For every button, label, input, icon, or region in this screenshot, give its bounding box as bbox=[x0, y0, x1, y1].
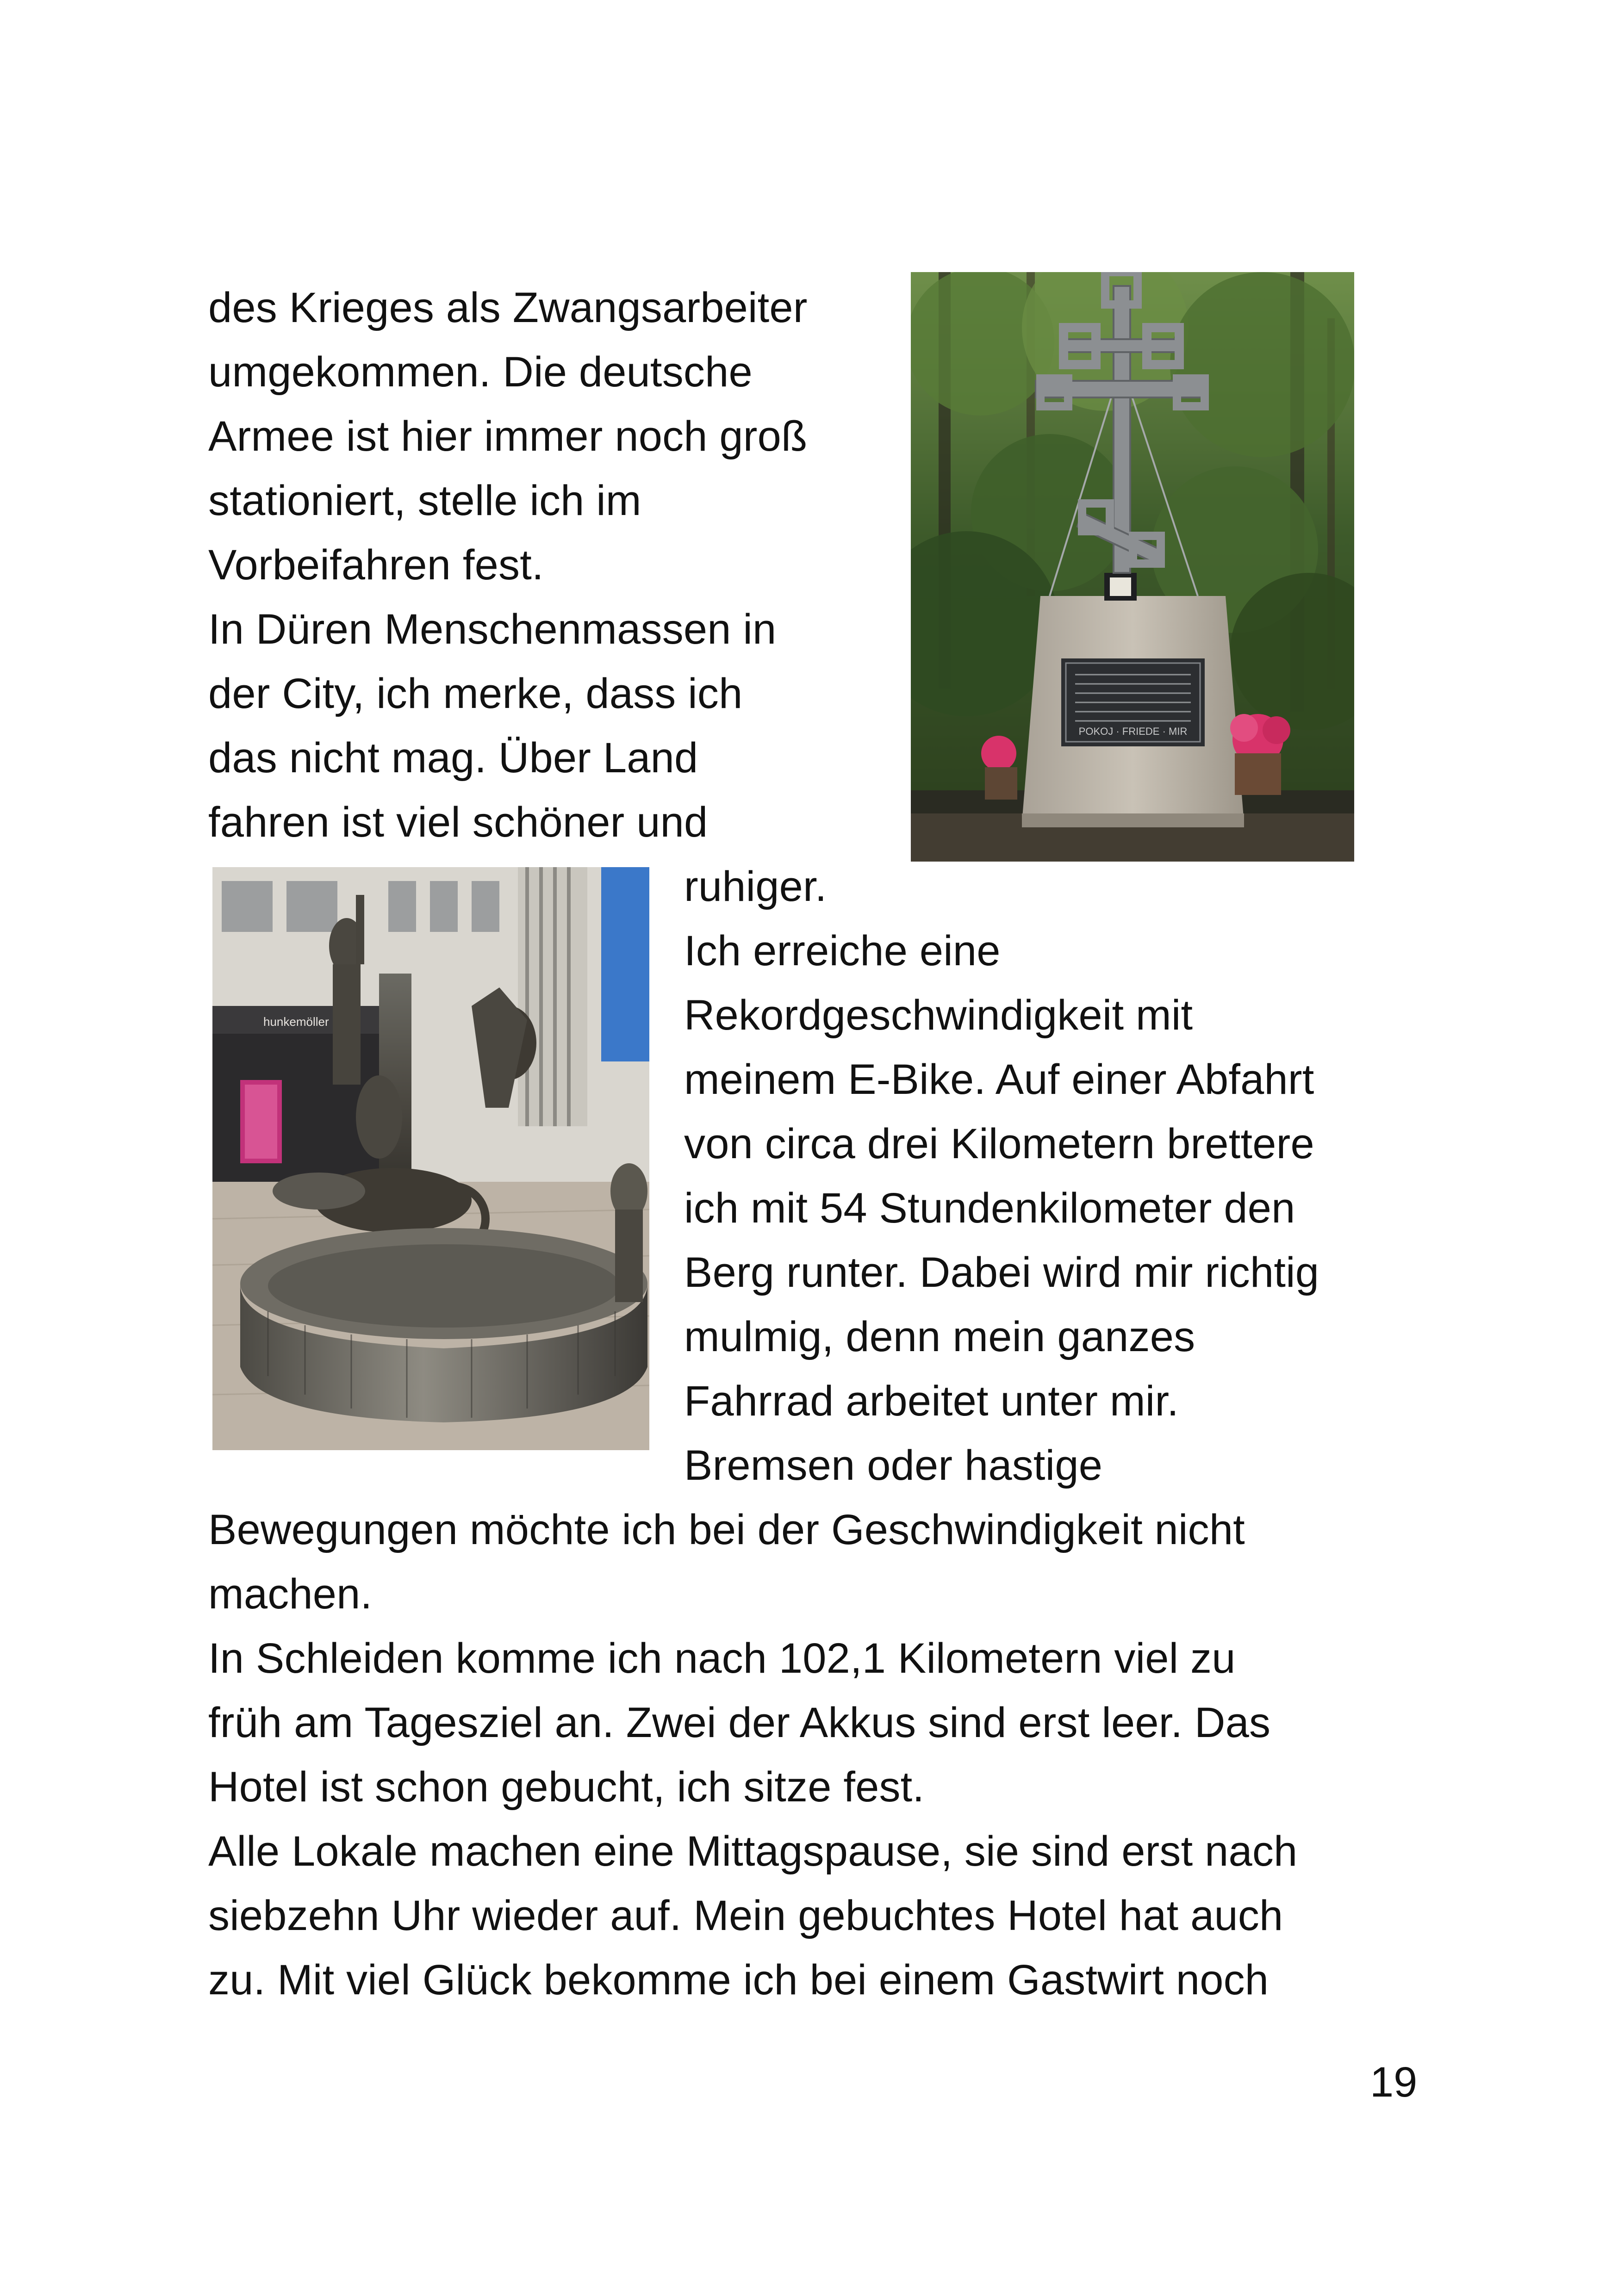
text-line: In Düren Menschenmassen in bbox=[208, 606, 777, 653]
text-line: Alle Lokale machen eine Mittagspause, sie sind erst nach bbox=[208, 1828, 1298, 1875]
text-line: meinem E-Bike. Auf einer Abfahrt bbox=[684, 1056, 1314, 1103]
text-line: Vorbeifahren fest. bbox=[208, 541, 544, 589]
text-line: Bremsen oder hastige bbox=[684, 1442, 1103, 1489]
text-line: Armee ist hier immer noch groß bbox=[208, 413, 808, 460]
text-line: mulmig, denn mein ganzes bbox=[684, 1313, 1195, 1360]
memorial-cross-photo bbox=[911, 272, 1354, 862]
page-number: 19 bbox=[1370, 2059, 1418, 2106]
text-line: zu. Mit viel Glück bekomme ich bei einem Gastwirt noch bbox=[208, 1956, 1269, 2004]
text-line: Bewegungen möchte ich bei der Geschwindigkeit nicht bbox=[208, 1506, 1245, 1553]
text-line: Hotel ist schon gebucht, ich sitze fest. bbox=[208, 1763, 925, 1811]
text-line: machen. bbox=[208, 1570, 373, 1618]
fountain-illustration bbox=[212, 867, 649, 1450]
text-line: ich mit 54 Stundenkilometer den bbox=[684, 1185, 1295, 1232]
text-line: ruhiger. bbox=[684, 863, 827, 910]
text-line: stationiert, stelle ich im bbox=[208, 477, 641, 524]
text-line: früh am Tagesziel an. Zwei der Akkus sind erst leer. Das bbox=[208, 1699, 1271, 1746]
fountain-photo bbox=[212, 867, 649, 1450]
text-line: Rekordgeschwindigkeit mit bbox=[684, 992, 1193, 1039]
text-line: fahren ist viel schöner und bbox=[208, 799, 708, 846]
text-line: des Krieges als Zwangsarbeiter bbox=[208, 284, 808, 331]
text-line: Berg runter. Dabei wird mir richtig bbox=[684, 1249, 1319, 1296]
text-line: von circa drei Kilometern brettere bbox=[684, 1120, 1314, 1167]
memorial-cross-illustration bbox=[911, 272, 1354, 862]
text-line: umgekommen. Die deutsche bbox=[208, 348, 753, 396]
text-line: Fahrrad arbeitet unter mir. bbox=[684, 1378, 1179, 1425]
text-line: der City, ich merke, dass ich bbox=[208, 670, 743, 717]
plaque-text: POKOJ · FRIEDE · MIR bbox=[1078, 726, 1188, 737]
text-line: siebzehn Uhr wieder auf. Mein gebuchtes Hotel hat auch bbox=[208, 1892, 1283, 1939]
text-line: Ich erreiche eine bbox=[684, 927, 1001, 974]
shop-sign-text: hunkemöller bbox=[263, 1015, 329, 1029]
text-line: In Schleiden komme ich nach 102,1 Kilometern viel zu bbox=[208, 1635, 1236, 1682]
text-line: das nicht mag. Über Land bbox=[208, 734, 698, 782]
